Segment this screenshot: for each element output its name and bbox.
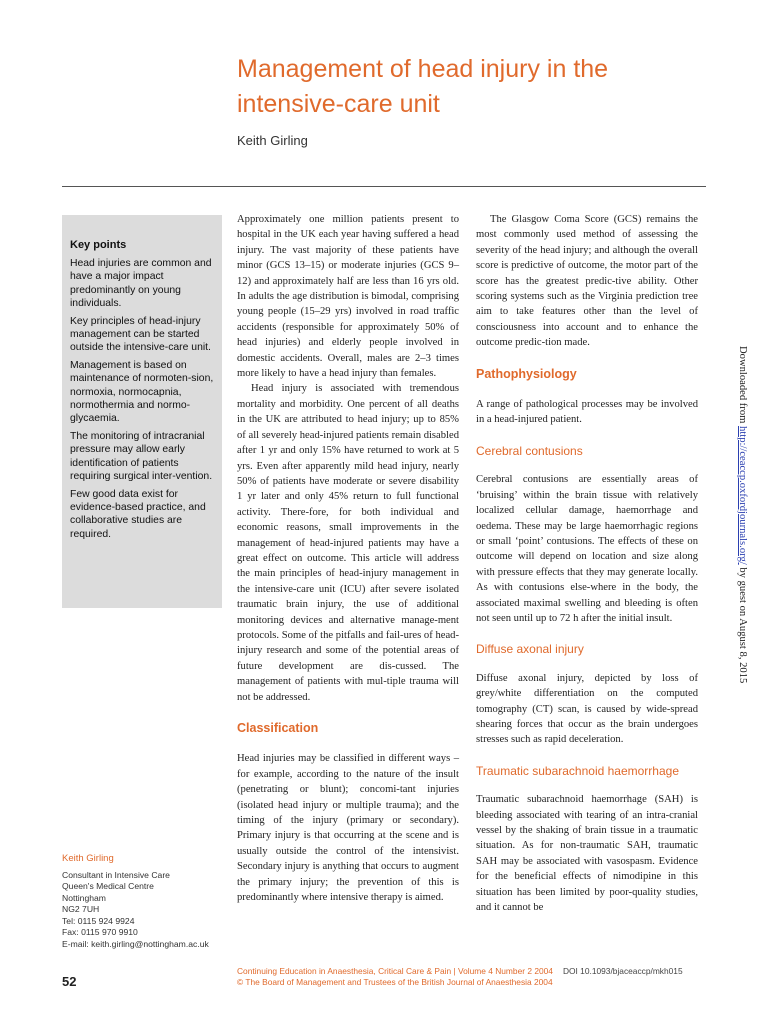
download-suffix: by guest on August 8, 2015: [737, 564, 748, 684]
affiliation-email[interactable]: E-mail: keith.girling@nottingham.ac.uk: [62, 938, 209, 949]
intro-paragraph: Approximately one million patients present to hospital in the UK each year having suffered a head injury. The vast majority of these patients have minor (GCS 13–15) or moderate injuries (GCS 9–12) and approximately half are less than 16 yrs old. In adults the age distribution is bimodal, comprising young people (15–29 yrs) involved in road traffic accidents (responsible for approximately 50% of head injuries) and elderly people involved in domestic accidents. Overall, males are 2–3 times more likely to have a head injury than females.: [237, 214, 459, 380]
download-prefix: Downloaded from: [737, 346, 748, 427]
author-affiliation: [62, 853, 237, 950]
affiliation-line: Nottingham: [62, 892, 106, 903]
journal-link[interactable]: http://ceaccp.oxfordjournals.org/: [737, 426, 748, 565]
cerebral-contusions-paragraph: Cerebral contusions are essentially areas of ‘bruising’ within the brain tissue with relatively localized cellular damage, haemorrhage and oedema. These may be large haemorrhagic regions or small ‘point’ contusions. The effects of these on outcome will depend on location and size along with pressure effects that they may generate locally. As with contusions else-where in the body, the associated maximal swelling and bleeding is often not seen until up to 72 h after the initial insult.: [476, 474, 698, 624]
affiliation-line: NG2 7UH: [62, 904, 100, 914]
key-point-item: Head injuries are common and have a major impact predominantly on young individuals.: [70, 258, 212, 310]
traumatic-sah-paragraph: Traumatic subarachnoid haemorrhage (SAH) is bleeding associated with tearing of an intra-cranial vessel by the shaking of brain tissue in a traumatic situation. As for non-traumatic SAH, traumatic SAH may be associated with vasospasm. Evidence for the beneficial effects of nimodipine in this situation has been limited by poor-quality studies, and it cannot be: [476, 794, 698, 914]
header-divider: [62, 186, 706, 187]
gcs-paragraph: The Glasgow Coma Score (GCS) remains the most commonly used method of assessing the severity of the head injury; and although the overall score is predictive of outcome, the motor part of the score has the greatest predic-tive ability. Other scoring systems such as the Virginia prediction tree aim to take features other than the level of consciousness into account and to enhance the outcome predic-tion made.: [476, 214, 698, 349]
article-author: Keith Girling: [237, 133, 308, 148]
download-notice: [737, 346, 748, 683]
doi: DOI 10.1093/bjaceaccp/mkh015: [562, 966, 683, 976]
classification-heading: Classification: [237, 721, 319, 735]
page-number: 52: [62, 974, 77, 989]
diffuse-axonal-injury-paragraph: Diffuse axonal injury, depicted by loss of grey/white differentiation on the computed tomography (CT) scan, is caused by wide-spread shearing forces that occur as the brain undergoes stresses such as rapid deceleration.: [476, 672, 698, 746]
key-points-box: [62, 215, 222, 608]
classification-paragraph: Head injuries may be classified in different ways – for example, according to the nature of the insult (penetrating or blunt); concomi-tant injuries (isolated head injury or multiple trauma); and the timing of the injury (primary or secondary). Primary injury is that occurring at the scene and is usually outside the control of the intensivist. Secondary injury is anything that occurs to augment the primary injury; the prevention of this is predominantly where intensive therapy is aimed.: [237, 753, 459, 904]
key-point-item: Key principles of head-injury management can be started outside the intensive-care unit.: [70, 315, 211, 354]
traumatic-sah-heading: Traumatic subarachnoid haemorrhage: [476, 763, 679, 778]
key-point-item: Management is based on maintenance of normoten-sion, normoxia, normocapnia, normothermia and normo-glycaemia.: [70, 359, 214, 425]
affiliation-line: Consultant in Intensive Care: [62, 869, 170, 880]
cerebral-contusions-heading: Cerebral contusions: [476, 443, 583, 458]
journal-footer: [237, 966, 707, 988]
intro-paragraph: Head injury is associated with tremendous mortality and morbidity. One percent of all deaths in the UK are attributed to head injury; up to 85% of all severely head-injured patients remain disabled after 1 yr and only 15% have returned to work at 5 yrs. Even after apparently mild head injury, nearly 50% of patients have moderate or severe disability 1 yr later and only 45% return to full functional activity. There-fore, for both individual and economic reasons, small improvements in the management of head-injured patients may have a great effect on outcome. This article will address the main principles of head-injury management in the intensive-care unit (ICU) after severe isolated traumatic brain injury, the use of additional monitoring devices and alternative manage-ment protocols. Some of the pitfalls and fail-ures of head-injury research and some of the potential areas of future development are dis-cussed. The management of patients with mul-tiple trauma will not be addressed.: [237, 383, 459, 703]
pathophysiology-paragraph: A range of pathological processes may be involved in a head-injured patient.: [476, 399, 698, 426]
body-column-2: [476, 212, 698, 915]
affiliation-name: Keith Girling: [62, 853, 114, 864]
journal-citation: Continuing Education in Anaesthesia, Critical Care & Pain | Volume 4 Number 2 2004: [237, 966, 553, 976]
affiliation-line: Queen's Medical Centre: [62, 881, 154, 891]
key-points-heading: Key points: [70, 239, 127, 251]
copyright: © The Board of Management and Trustees of the British Journal of Anaesthesia 2004: [237, 977, 553, 987]
affiliation-line: Fax: 0115 970 9910: [62, 927, 138, 937]
body-column-1: [237, 212, 459, 905]
article-title: Management of head injury in the intensive-care unit: [237, 55, 609, 118]
affiliation-line: Tel: 0115 924 9924: [62, 915, 135, 926]
key-point-item: The monitoring of intracranial pressure may allow early identification of patients requiring surgical inter-vention.: [70, 430, 213, 483]
key-point-item: Few good data exist for evidence-based practice, and collaborative studies are required.: [70, 488, 206, 540]
diffuse-axonal-injury-heading: Diffuse axonal injury: [476, 642, 584, 657]
pathophysiology-heading: Pathophysiology: [476, 366, 577, 381]
